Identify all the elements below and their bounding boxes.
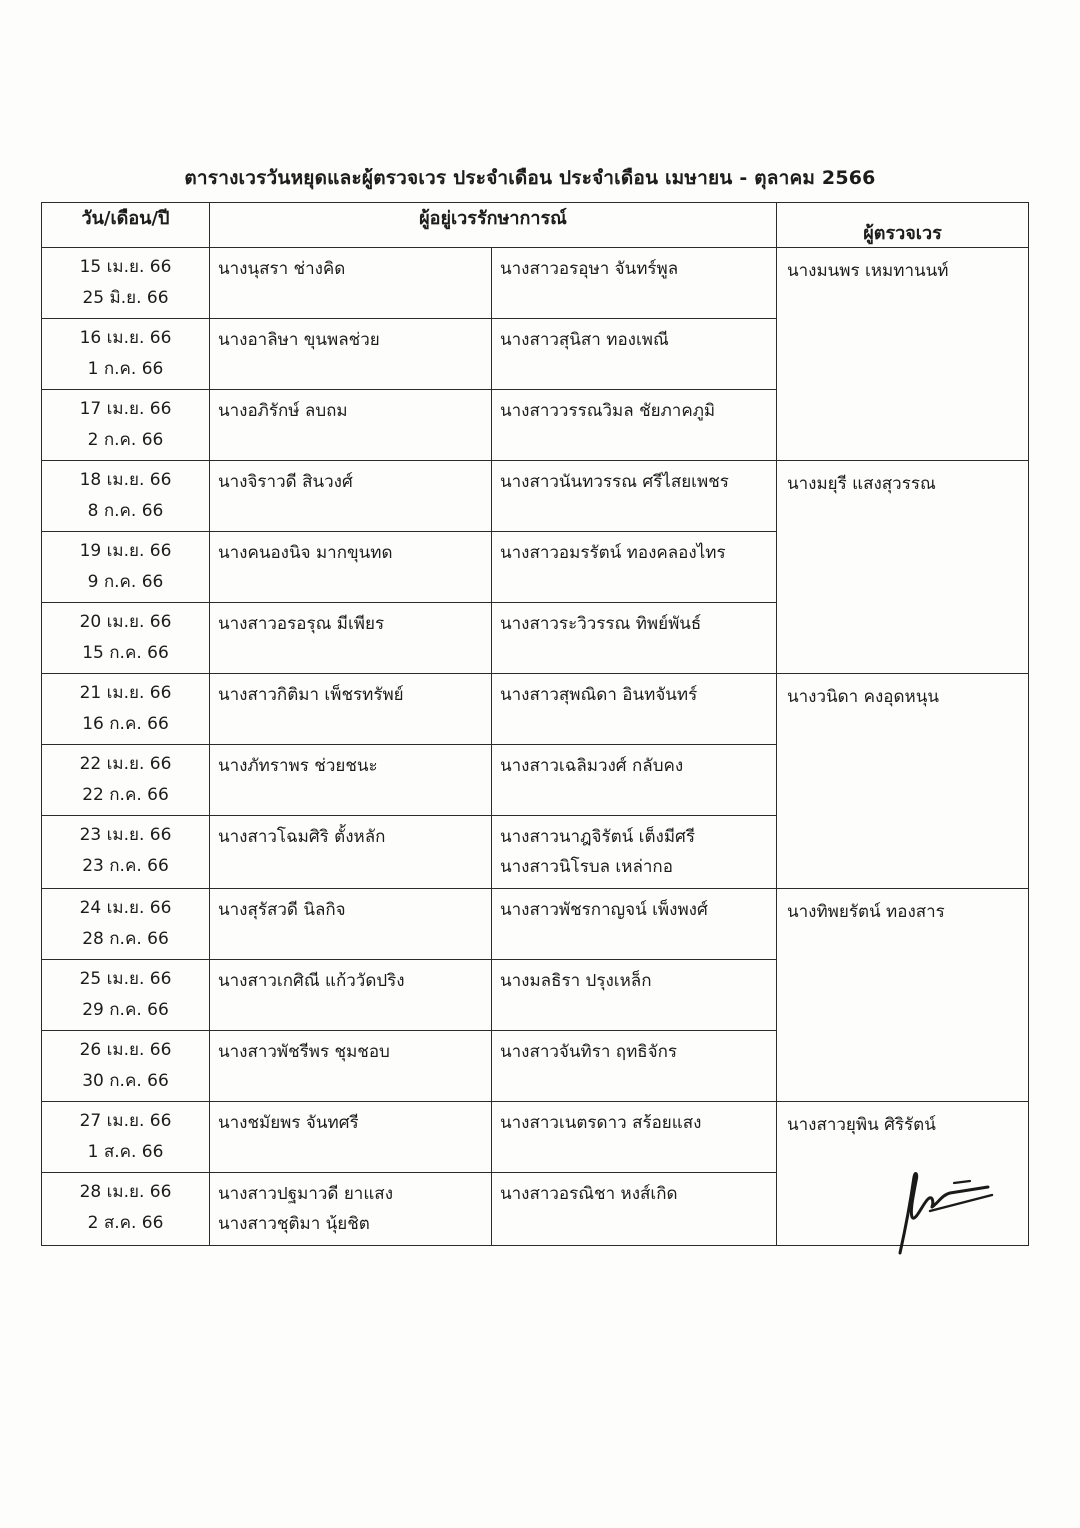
signature-icon: [880, 1165, 1010, 1265]
staff-name: นางคนองนิจ มากขุนทด: [218, 543, 393, 563]
duty-date: 9 ก.ค. 66: [87, 572, 164, 592]
duty-date: 1 ส.ค. 66: [87, 1142, 164, 1162]
staff-secondary-cell: [492, 960, 777, 1031]
staff-name: นางสาวนิโรบล เหล่ากอ: [500, 857, 673, 877]
inspector-cell: [777, 889, 1029, 1102]
staff-name: นางจิราวดี สินวงศ์: [218, 472, 353, 492]
staff-name: นางสาวปฐมาวดี ยาแสง: [218, 1184, 393, 1204]
header-inspector: ผู้ตรวจเวร: [777, 203, 1029, 248]
staff-primary-cell: [210, 1173, 492, 1246]
staff-name: นางอภิรักษ์ ลบถม: [218, 401, 348, 421]
duty-date: 28 เม.ย. 66: [79, 1182, 172, 1202]
duty-date: 8 ก.ค. 66: [87, 501, 164, 521]
table-row: [42, 461, 1029, 532]
staff-name: นางชมัยพร จันทศรี: [218, 1113, 359, 1133]
staff-secondary-cell: [492, 603, 777, 674]
duty-date: 19 เม.ย. 66: [79, 541, 172, 561]
table-row: [42, 248, 1029, 319]
staff-secondary-cell: [492, 816, 777, 889]
inspector-name: นางสาวยุพิน ศิริรัตน์: [787, 1115, 936, 1135]
table-row: [42, 674, 1029, 745]
duty-date-cell: [42, 960, 210, 1031]
staff-name: นางสาวอรอรุณ มีเพียร: [218, 614, 385, 634]
staff-name: นางสาวโฉมศิริ ตั้งหลัก: [218, 827, 386, 847]
staff-secondary-cell: [492, 889, 777, 960]
staff-name: นางสาวนันทวรรณ ศรีไสยเพชร: [500, 472, 729, 492]
staff-secondary-cell: [492, 1102, 777, 1173]
duty-date: 22 เม.ย. 66: [79, 754, 172, 774]
staff-name: นางสาวอรณิชา หงส์เกิด: [500, 1184, 678, 1204]
staff-primary-cell: [210, 1102, 492, 1173]
staff-name: นางสาวเนตรดาว สร้อยแสง: [500, 1113, 702, 1133]
staff-primary-cell: [210, 745, 492, 816]
header-date: วัน/เดือน/ปี: [42, 203, 210, 248]
duty-date: 21 เม.ย. 66: [79, 683, 172, 703]
duty-date-cell: [42, 1102, 210, 1173]
duty-date: 28 ก.ค. 66: [82, 929, 169, 949]
duty-date: 25 มิ.ย. 66: [82, 288, 169, 308]
staff-secondary-cell: [492, 532, 777, 603]
duty-date-cell: [42, 1031, 210, 1102]
staff-secondary-cell: [492, 461, 777, 532]
staff-name: นางสุรัสวดี นิลกิจ: [218, 900, 346, 920]
duty-date-cell: [42, 889, 210, 960]
staff-name: นางสาวพัชรีพร ชุมชอบ: [218, 1042, 390, 1062]
staff-secondary-cell: [492, 248, 777, 319]
inspector-name: นางมยุรี แสงสุวรรณ: [787, 474, 936, 494]
staff-name: นางสาวชุติมา นุ้ยชิต: [218, 1214, 370, 1234]
staff-name: นางสาวอรอุษา จันทร์พูล: [500, 259, 679, 279]
inspector-name: นางมนพร เหมทานนท์: [787, 261, 949, 281]
duty-date: 22 ก.ค. 66: [82, 785, 169, 805]
staff-name: นางสาวเกศิณี แก้ววัดปริง: [218, 971, 405, 991]
duty-date: 15 เม.ย. 66: [79, 257, 172, 277]
duty-date: 2 ก.ค. 66: [87, 430, 164, 450]
duty-date-cell: [42, 390, 210, 461]
staff-secondary-cell: [492, 1031, 777, 1102]
staff-name: นางสาวกิติมา เพ็ชรทรัพย์: [218, 685, 404, 705]
staff-name: นางอาลิษา ขุนพลช่วย: [218, 330, 380, 350]
staff-primary-cell: [210, 390, 492, 461]
duty-date: 16 เม.ย. 66: [79, 328, 172, 348]
duty-date: 27 เม.ย. 66: [79, 1111, 172, 1131]
staff-name: นางนุสรา ช่างคิด: [218, 259, 346, 279]
staff-name: นางสาวระวิวรรณ ทิพย์พันธ์: [500, 614, 702, 634]
inspector-name: นางทิพยรัตน์ ทองสาร: [787, 902, 945, 922]
staff-name: นางสาวสุนิสา ทองเพณี: [500, 330, 669, 350]
table-body: [42, 248, 1029, 1246]
duty-date-cell: [42, 674, 210, 745]
inspector-cell: [777, 461, 1029, 674]
staff-primary-cell: [210, 889, 492, 960]
duty-date: 30 ก.ค. 66: [82, 1071, 169, 1091]
staff-name: นางสาวเฉลิมวงศ์ กลับคง: [500, 756, 684, 776]
staff-secondary-cell: [492, 745, 777, 816]
staff-primary-cell: [210, 532, 492, 603]
duty-date: 15 ก.ค. 66: [82, 643, 169, 663]
duty-date: 25 เม.ย. 66: [79, 969, 172, 989]
header-staff: ผู้อยู่เวรรักษาการณ์: [210, 203, 777, 248]
staff-name: นางสาวอมรรัตน์ ทองคลองไทร: [500, 543, 726, 563]
duty-date: 1 ก.ค. 66: [87, 359, 164, 379]
staff-primary-cell: [210, 248, 492, 319]
staff-primary-cell: [210, 1031, 492, 1102]
inspector-cell: [777, 248, 1029, 461]
duty-date: 2 ส.ค. 66: [87, 1213, 164, 1233]
staff-primary-cell: [210, 960, 492, 1031]
table-header-row: [42, 203, 1029, 248]
staff-primary-cell: [210, 461, 492, 532]
staff-primary-cell: [210, 319, 492, 390]
staff-primary-cell: [210, 816, 492, 889]
staff-secondary-cell: [492, 674, 777, 745]
duty-date-cell: [42, 532, 210, 603]
duty-date: 18 เม.ย. 66: [79, 470, 172, 490]
duty-date: 29 ก.ค. 66: [82, 1000, 169, 1020]
duty-date: 23 เม.ย. 66: [79, 825, 172, 845]
duty-date-cell: [42, 461, 210, 532]
duty-date-cell: [42, 816, 210, 889]
staff-name: นางมลธิรา ปรุงเหล็ก: [500, 971, 652, 991]
duty-date: 20 เม.ย. 66: [79, 612, 172, 632]
duty-date: 26 เม.ย. 66: [79, 1040, 172, 1060]
duty-schedule-table: [41, 202, 1029, 1246]
staff-primary-cell: [210, 603, 492, 674]
table-row: [42, 889, 1029, 960]
staff-secondary-cell: [492, 390, 777, 461]
duty-date-cell: [42, 603, 210, 674]
staff-name: นางสาวพัชรกาญจน์ เพ็งพงศ์: [500, 900, 708, 920]
staff-secondary-cell: [492, 1173, 777, 1246]
duty-date: 23 ก.ค. 66: [82, 856, 169, 876]
duty-date-cell: [42, 248, 210, 319]
duty-date: 24 เม.ย. 66: [79, 898, 172, 918]
inspector-name: นางวนิดา คงอุดหนุน: [787, 687, 939, 707]
table-row: [42, 1102, 1029, 1173]
duty-date: 16 ก.ค. 66: [82, 714, 169, 734]
duty-date-cell: [42, 1173, 210, 1246]
staff-name: นางสาวสุพณิดา อินทจันทร์: [500, 685, 698, 705]
staff-name: นางสาวจันทิรา ฤทธิจักร: [500, 1042, 678, 1062]
staff-name: นางภัทราพร ช่วยชนะ: [218, 756, 378, 776]
duty-date: 17 เม.ย. 66: [79, 399, 172, 419]
staff-name: นางสาวนาฎจิรัตน์ เต็งมีศรี: [500, 827, 695, 847]
inspector-cell: [777, 674, 1029, 889]
staff-secondary-cell: [492, 319, 777, 390]
staff-name: นางสาววรรณวิมล ชัยภาคภูมิ: [500, 401, 716, 421]
duty-date-cell: [42, 745, 210, 816]
page-title: ตารางเวรวันหยุดและผู้ตรวจเวร ประจำเดือน ประจำเดือน เมษายน - ตุลาคม 2566: [184, 167, 876, 189]
staff-primary-cell: [210, 674, 492, 745]
duty-date-cell: [42, 319, 210, 390]
